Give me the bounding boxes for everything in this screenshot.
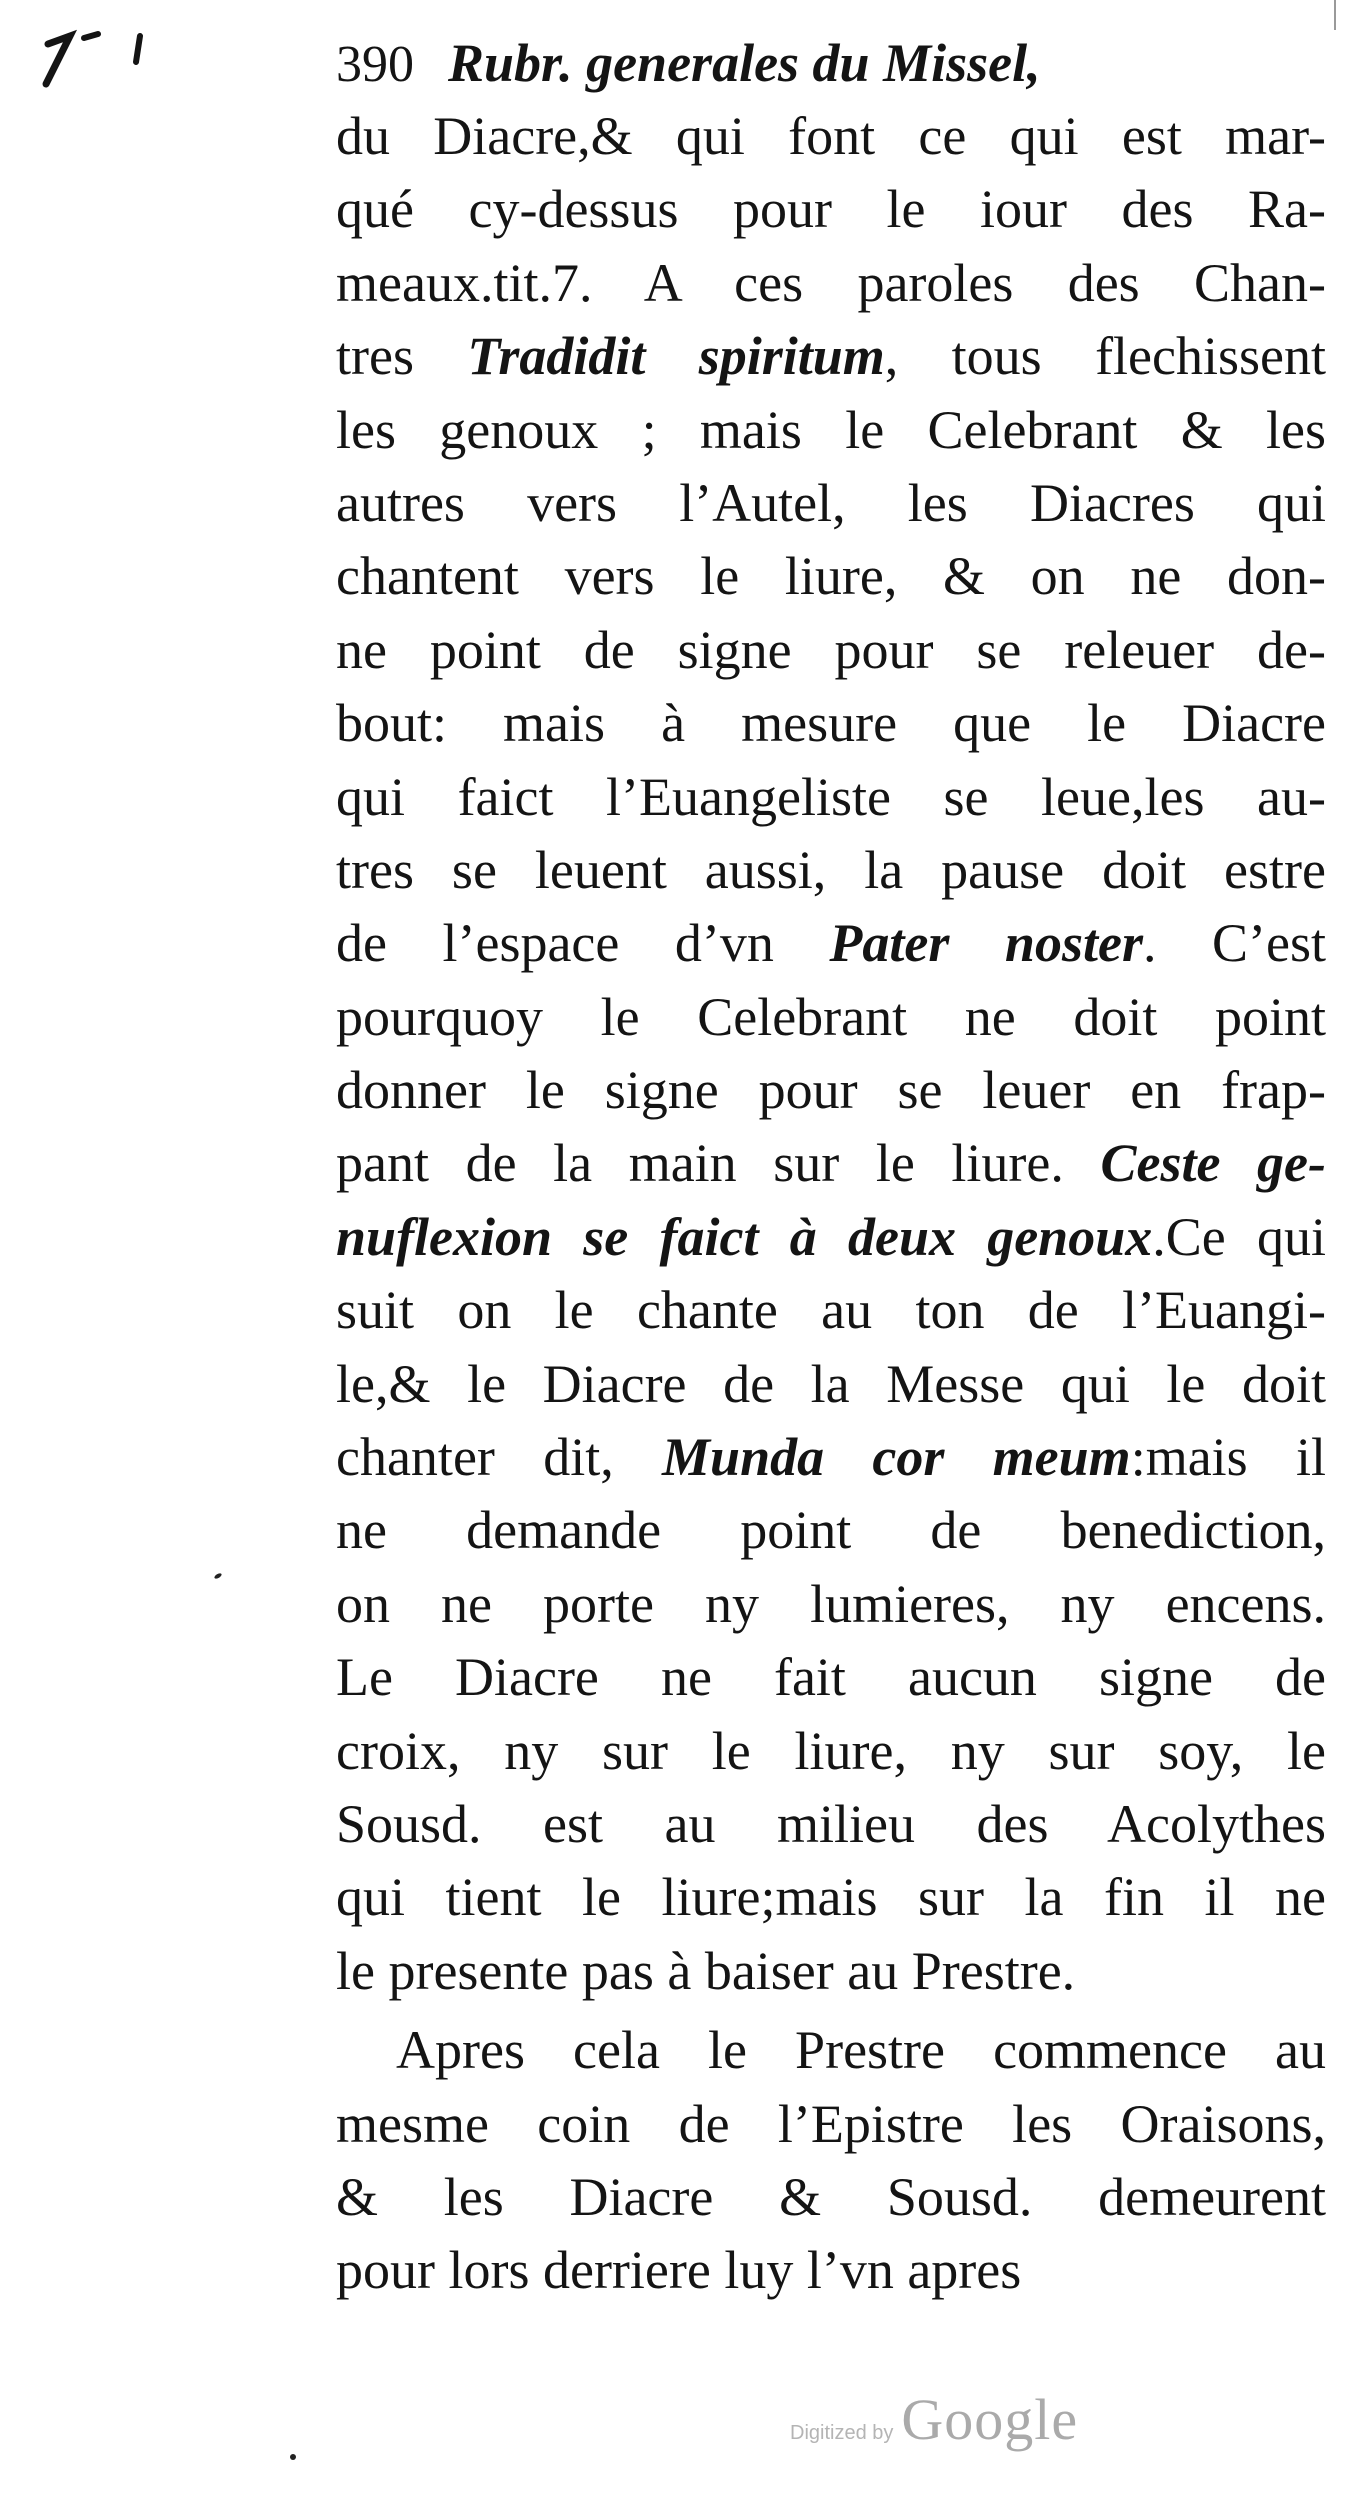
italic-phrase: nuflexion se faict à deux genoux — [336, 1206, 1153, 1267]
page-number: 390 — [336, 36, 414, 93]
line-text: pour lors derriere luy l’vn apres — [336, 2240, 1022, 2301]
line-text: ne demande point de benediction, — [336, 1500, 1326, 1561]
text-line — [336, 687, 1326, 760]
line-text: Sousd. est au milieu des Acolythes — [336, 1793, 1326, 1854]
line-text: le presente pas à baiser au Prestre. — [336, 1940, 1076, 2001]
line-text: .Ce qui — [1152, 1206, 1326, 1267]
text-line — [336, 1641, 1326, 1714]
line-text: . C’est — [1142, 913, 1326, 974]
line-text: chantent vers le liure, & on ne don- — [336, 546, 1326, 607]
handwritten-mark-icon — [40, 14, 160, 94]
line-text: tres — [336, 326, 468, 387]
line-text: meaux.tit.7. A ces paroles des Chan- — [336, 252, 1326, 313]
text-line — [336, 394, 1326, 467]
line-text: le,& le Diacre de la Messe qui le doit — [336, 1353, 1326, 1414]
line-text: suit on le chante au ton de l’Euangi- — [336, 1280, 1326, 1341]
text-line — [336, 2161, 1326, 2234]
text-line — [336, 1568, 1326, 1641]
italic-phrase: Tradidit spiritum — [467, 326, 885, 387]
page-edge-line — [1334, 0, 1336, 30]
text-line — [336, 1861, 1326, 1934]
line-text: tres se leuent aussi, la pause doit estre — [336, 839, 1326, 900]
line-text: Le Diacre ne fait aucun signe de — [336, 1647, 1326, 1708]
line-text: donner le signe pour se leuer en frap- — [336, 1060, 1326, 1121]
line-text: qui faict l’Euangeliste se leue,les au- — [336, 766, 1326, 827]
text-line — [336, 834, 1326, 907]
text-line — [336, 907, 1326, 980]
line-text: & les Diacre & Sousd. demeurent — [336, 2166, 1326, 2227]
line-text: qui tient le liure;mais sur la fin il ne — [336, 1867, 1326, 1928]
text-line — [336, 100, 1326, 173]
line-text: de l’espace d’vn — [336, 913, 830, 974]
text-line — [336, 320, 1326, 393]
text-line — [336, 247, 1326, 320]
body-text — [336, 100, 1326, 2308]
google-logo: Google — [901, 2387, 1079, 2452]
running-title: Rubr. generales du Missel, — [448, 33, 1041, 93]
line-text: bout: mais à mesure que le Diacre — [336, 693, 1326, 754]
text-line — [336, 614, 1326, 687]
text-block — [336, 26, 1326, 2308]
line-text: ne point de signe pour se releuer de- — [336, 619, 1326, 680]
text-line — [336, 1054, 1326, 1127]
line-text: :mais il — [1130, 1427, 1327, 1488]
text-line — [336, 1421, 1326, 1494]
text-line — [336, 2088, 1326, 2161]
line-text: croix, ny sur le liure, ny sur soy, le — [336, 1720, 1326, 1781]
italic-phrase: Munda cor meum — [662, 1427, 1131, 1488]
line-text: du Diacre,& qui font ce qui est mar- — [336, 106, 1326, 166]
text-line — [336, 1348, 1326, 1421]
text-line — [336, 1788, 1326, 1861]
text-line — [336, 1935, 1326, 2008]
line-text: chanter dit, — [336, 1427, 663, 1488]
text-line — [336, 173, 1326, 246]
digitized-watermark — [790, 2386, 1078, 2453]
running-head — [336, 26, 1326, 100]
text-line — [336, 1494, 1326, 1567]
text-line — [336, 1201, 1326, 1274]
text-line — [336, 2014, 1326, 2087]
text-line — [336, 1127, 1326, 1200]
italic-phrase: Pater noster — [829, 913, 1143, 974]
line-text: qué cy-dessus pour le iour des Ra- — [336, 179, 1326, 240]
line-text: les genoux ; mais le Celebrant & les — [336, 399, 1326, 460]
line-text: pourquoy le Celebrant ne doit point — [336, 986, 1326, 1047]
line-text: on ne porte ny lumieres, ny encens. — [336, 1573, 1326, 1634]
line-text: pant de la main sur le liure. — [336, 1133, 1101, 1194]
text-line — [336, 981, 1326, 1054]
text-line — [336, 1274, 1326, 1347]
line-text: Apres cela le Prestre commence au — [396, 2020, 1326, 2081]
text-line — [336, 467, 1326, 540]
line-text: autres vers l’Autel, les Diacres qui — [336, 472, 1326, 533]
line-text: mesme coin de l’Epistre les Oraisons, — [336, 2093, 1326, 2154]
text-line — [336, 2234, 1326, 2307]
watermark-prefix: Digitized by — [790, 2422, 894, 2444]
ink-speck — [290, 2454, 296, 2460]
text-line — [336, 1715, 1326, 1788]
ink-speck — [214, 1572, 223, 1579]
text-line — [336, 761, 1326, 834]
italic-phrase: Ceste ge- — [1100, 1133, 1327, 1194]
line-text: , tous flechissent — [884, 326, 1326, 387]
text-line — [336, 540, 1326, 613]
